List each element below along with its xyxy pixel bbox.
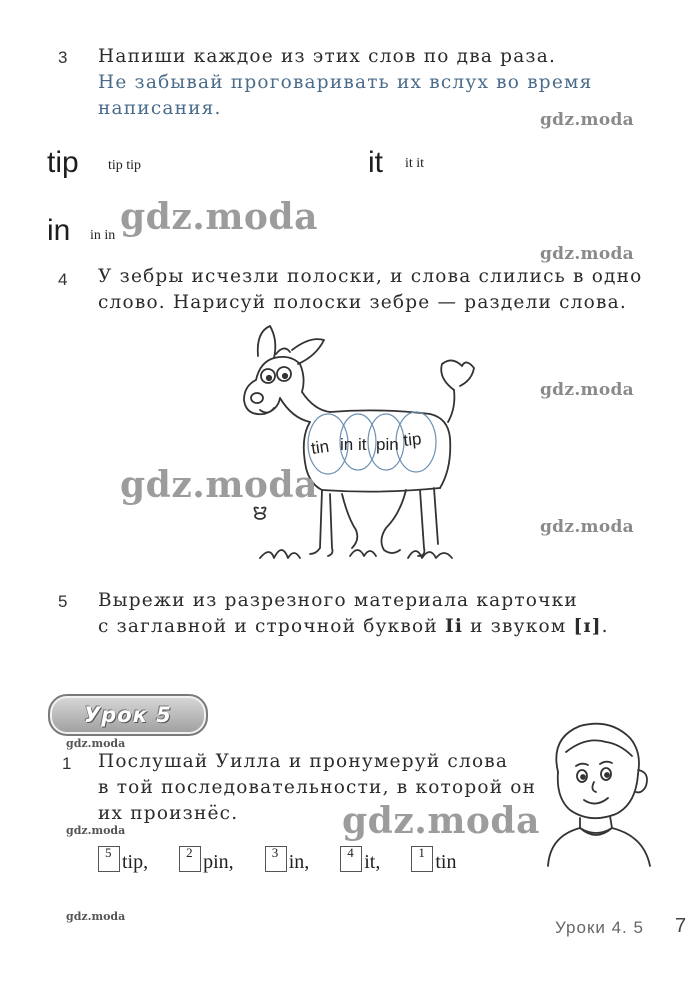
number-box[interactable]	[98, 846, 120, 872]
watermark: gdz.moda	[66, 824, 126, 837]
task3-instruction	[98, 44, 592, 122]
word-it: it	[368, 146, 383, 179]
word-tip-written: tip tip	[108, 158, 142, 173]
task5-line1: Вырежи из разрезного материала карточки	[98, 590, 578, 611]
watermark-large: gdz.moda	[342, 800, 540, 842]
box-number: 4	[347, 845, 354, 860]
task3-line3: написания.	[98, 98, 222, 119]
task1-line2: в той последовательности, в которой он	[98, 777, 537, 798]
watermark: gdz.moda	[540, 517, 634, 537]
task5-letter: Ii	[444, 616, 464, 637]
watermark: gdz.moda	[66, 737, 126, 750]
task1-number: 1	[62, 754, 72, 773]
task4-line1: У зебры исчезли полоски, и слова слились в одно	[98, 266, 643, 287]
watermark: gdz.moda	[66, 910, 126, 923]
task5-sound: [ɪ]	[573, 616, 602, 637]
watermark-large: gdz.moda	[120, 464, 318, 506]
answer-item	[265, 845, 310, 873]
zebra-illustration	[230, 318, 490, 573]
task5-line2-middle: и звуком	[463, 616, 574, 637]
task4-number: 4	[58, 270, 68, 289]
task5-line2-end: .	[601, 616, 609, 637]
merged-word-tip: tip	[402, 429, 423, 450]
merged-word-in: in	[340, 435, 354, 454]
answer-row	[98, 846, 457, 874]
box-number: 1	[418, 845, 425, 860]
box-number: 2	[186, 845, 193, 860]
word-it-written: it it	[405, 156, 425, 171]
task1-line3: их произнёс.	[98, 803, 239, 824]
merged-word-pin: pin	[376, 435, 399, 454]
box-number: 5	[105, 845, 112, 860]
number-box[interactable]	[179, 846, 201, 872]
task5-number: 5	[58, 592, 68, 611]
task3-line1: Напиши каждое из этих слов по два раза.	[98, 46, 557, 67]
page-number: 7	[675, 915, 687, 937]
answer-word: it,	[364, 851, 381, 873]
boy-illustration	[540, 718, 655, 868]
merged-word-it: it	[358, 435, 367, 454]
answer-item	[411, 845, 457, 873]
task5-line2-start: с заглавной и строчной буквой	[98, 616, 445, 637]
task5-instruction	[98, 588, 609, 640]
word-tip: tip	[47, 146, 79, 179]
task4-instruction	[98, 264, 643, 316]
task3-line2: Не забывай проговаривать их вслух во время	[98, 72, 593, 93]
answer-word: tin	[435, 851, 457, 873]
number-box[interactable]	[340, 846, 362, 872]
watermark: gdz.moda	[540, 380, 634, 400]
task1-line1: Послушай Уилла и пронумеруй слова	[98, 751, 509, 772]
answer-item	[98, 845, 149, 873]
lesson-title: Урок 5	[84, 703, 172, 727]
word-in: in	[47, 214, 71, 247]
watermark: gdz.moda	[540, 110, 634, 130]
lesson-badge	[48, 694, 208, 736]
watermark-large: gdz.moda	[120, 196, 318, 238]
number-box[interactable]	[265, 846, 287, 872]
word-in-written: in in	[90, 228, 116, 243]
answer-item	[179, 845, 234, 873]
task3-number: 3	[58, 48, 68, 67]
task5-line2	[98, 614, 609, 640]
task4-line2: слово. Нарисуй полоски зебре — раздели слова.	[98, 292, 627, 313]
answer-word: pin,	[203, 851, 234, 873]
answer-item	[340, 845, 381, 873]
watermark: gdz.moda	[540, 244, 634, 264]
number-box[interactable]	[411, 846, 433, 872]
merged-word-tin: tin	[309, 436, 331, 458]
box-number: 3	[271, 845, 279, 860]
answer-word: tip,	[122, 851, 149, 873]
footer-lessons-label: Уроки 4. 5	[555, 918, 644, 937]
answer-word: in,	[288, 851, 310, 873]
